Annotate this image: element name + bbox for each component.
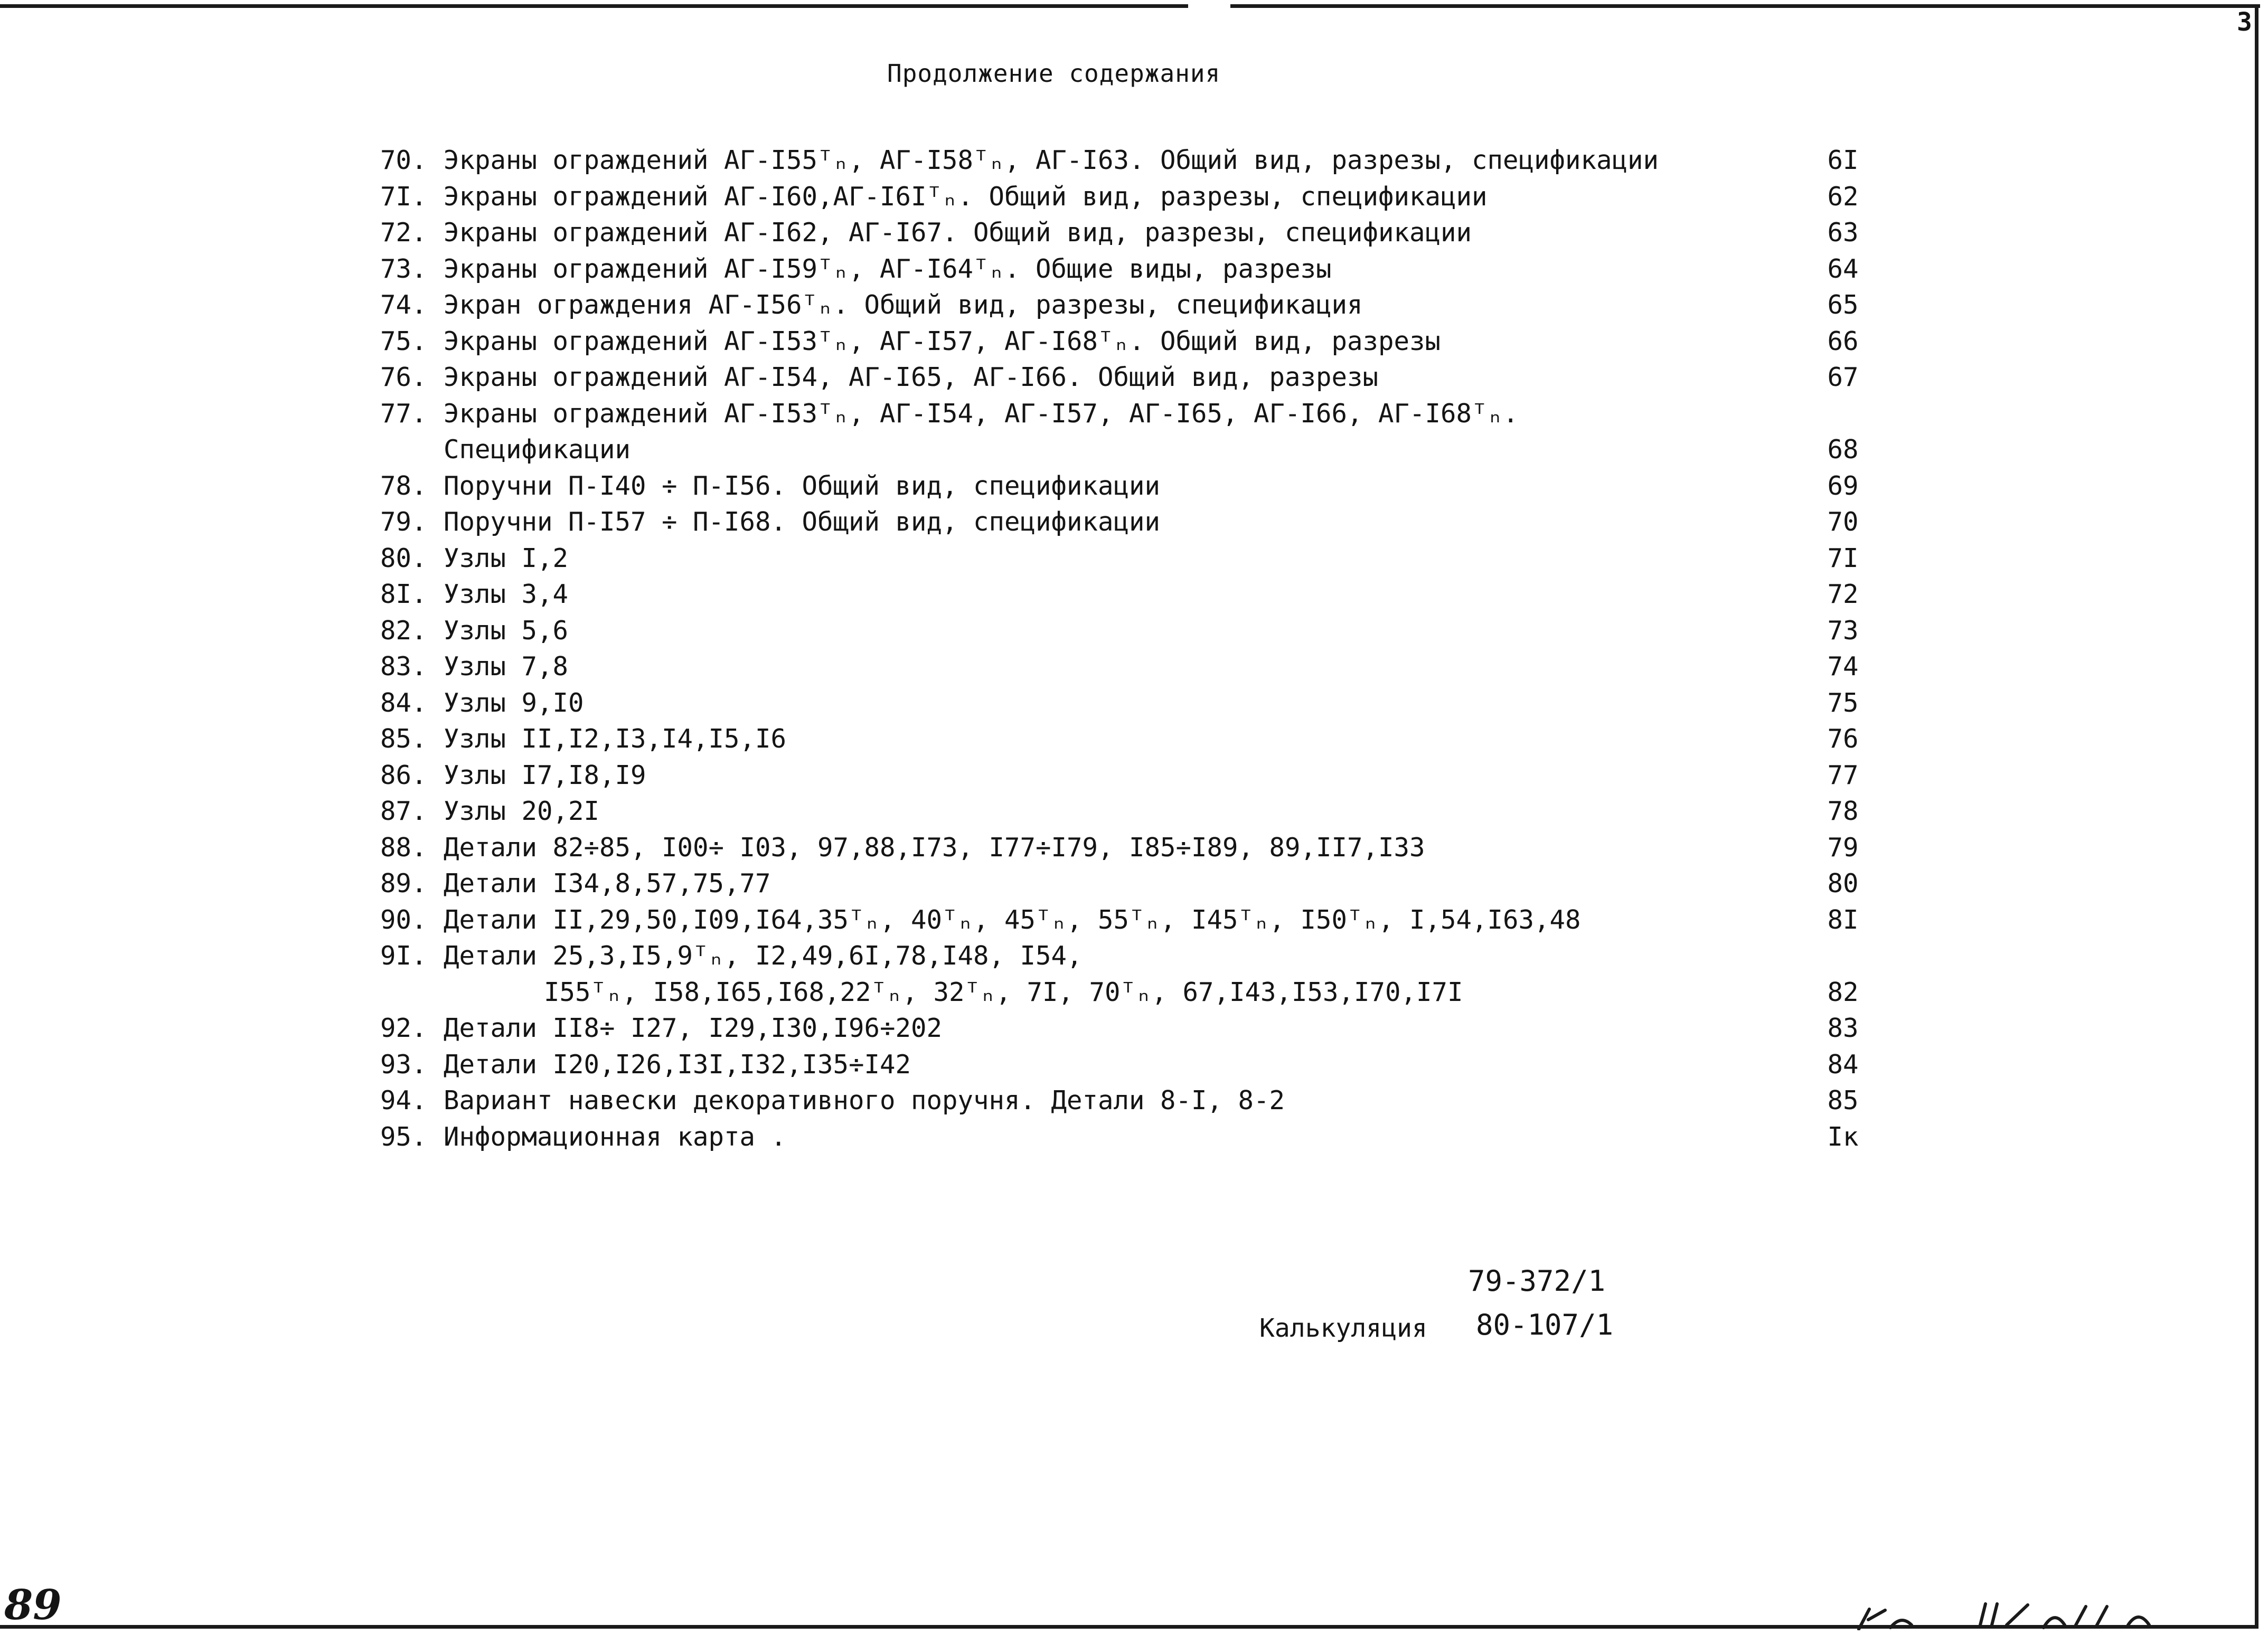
toc-entry-page: 8I [1827, 904, 1859, 935]
toc-row [380, 793, 1859, 830]
toc-entry-title: Детали I34,8,57,75,77 [444, 868, 771, 899]
toc-entry-page: Iк [1827, 1121, 1859, 1152]
toc-entry-title: Узлы 5,6 [444, 615, 569, 646]
toc-entry-number: 74. [380, 290, 427, 320]
toc-row [380, 1119, 1859, 1156]
toc-entry-page: 72 [1827, 579, 1859, 609]
toc-entry-page: 78 [1827, 796, 1859, 826]
toc-entry-page: 82 [1827, 977, 1859, 1007]
toc-entry-page: 66 [1827, 326, 1859, 356]
toc-entry-title: Узлы 20,2I [444, 796, 600, 826]
toc-entry-title: Узлы II,I2,I3,I4,I5,I6 [444, 724, 787, 754]
toc-entry-page: 69 [1827, 470, 1859, 501]
toc-row [380, 215, 1859, 251]
toc-entry-page: 85 [1827, 1085, 1859, 1116]
toc-row [380, 685, 1859, 722]
toc-entry-number: 85. [380, 724, 427, 754]
toc-entry-page: 65 [1827, 290, 1859, 320]
toc-entry-number: 70. [380, 145, 427, 175]
page-title: Продолжение содержания [887, 59, 1221, 88]
toc-row [380, 576, 1859, 613]
toc-row [380, 902, 1859, 939]
toc-entry-title: Узлы 7,8 [444, 651, 569, 682]
toc-row [380, 251, 1859, 288]
toc-entry-number: 95. [380, 1121, 427, 1152]
toc-entry-number: 9I. [380, 941, 427, 971]
toc-entry-page: 67 [1827, 362, 1859, 392]
toc-entry-title: Экраны ограждений АГ-I60,АГ-I6Iᵀₙ. Общий вид, разрезы, спецификации [444, 181, 1488, 212]
toc-entry-page: 76 [1827, 724, 1859, 754]
calculation-label: Калькуляция [1259, 1313, 1427, 1343]
toc-row [380, 287, 1859, 324]
toc-entry-title: Экраны ограждений АГ-I62, АГ-I67. Общий вид, разрезы, спецификации [444, 218, 1472, 248]
toc-entry-number: 79. [380, 507, 427, 537]
toc-entry-number: 80. [380, 543, 427, 573]
toc-entry-number: 78. [380, 470, 427, 501]
toc-entry-number: 88. [380, 832, 427, 863]
toc-row [380, 179, 1859, 215]
toc-row [380, 649, 1859, 685]
toc-entry-number: 8I. [380, 579, 427, 609]
toc-row [380, 541, 1859, 577]
toc-entry-number: 83. [380, 651, 427, 682]
toc-entry-title: Спецификации [444, 434, 631, 465]
toc-entry-title: Детали II8÷ I27, I29,I30,I96÷202 [444, 1013, 943, 1043]
toc-row [380, 830, 1859, 866]
toc-entry-page: 84 [1827, 1049, 1859, 1080]
toc-row [380, 396, 1859, 432]
toc-entry-title: Детали II,29,50,I09,I64,35ᵀₙ, 40ᵀₙ, 45ᵀₙ, 55ᵀₙ, I45ᵀₙ, I50ᵀₙ, I,54,I63,48 [444, 904, 1581, 935]
toc-entry-title: Экраны ограждений АГ-I54, АГ-I65, АГ-I66. Общий вид, разрезы [444, 362, 1379, 392]
toc-entry-page: 83 [1827, 1013, 1859, 1043]
toc-entry-number: 76. [380, 362, 427, 392]
toc-entry-title: Детали 82÷85, I00÷ I03, 97,88,I73, I77÷I79, I85÷I89, 89,II7,I33 [444, 832, 1425, 863]
toc-row [380, 938, 1859, 975]
toc-row [380, 975, 1859, 1011]
frame-top-line [0, 4, 2260, 8]
toc-entry-number: 82. [380, 615, 427, 646]
toc-entry-title: Экраны ограждений АГ-I55ᵀₙ, АГ-I58ᵀₙ, АГ-I63. Общий вид, разрезы, спецификации [444, 145, 1659, 175]
toc-row [380, 758, 1859, 794]
document-code: 79-372/1 [1468, 1264, 1606, 1298]
toc-entry-number: 84. [380, 687, 427, 718]
toc-entry-page: 80 [1827, 868, 1859, 899]
toc-row [380, 432, 1859, 468]
sheet-number: 3 [2237, 7, 2252, 37]
toc-row [380, 1047, 1859, 1083]
toc-row [380, 324, 1859, 360]
margin-handwritten-number: 89 [4, 1581, 62, 1629]
toc-entry-number: 90. [380, 904, 427, 935]
toc-row [380, 866, 1859, 902]
toc-entry-title: Информационная карта . [444, 1121, 787, 1152]
toc-entry-number: 77. [380, 398, 427, 429]
toc-entry-title: Узлы I,2 [444, 543, 569, 573]
toc-entry-title: I55ᵀₙ, I58,I65,I68,22ᵀₙ, 32ᵀₙ, 7I, 70ᵀₙ, 67,I43,I53,I70,I7I [544, 977, 1463, 1007]
toc-entry-number: 73. [380, 253, 427, 284]
toc-entry-title: Экраны ограждений АГ-I53ᵀₙ, АГ-I57, АГ-I68ᵀₙ. Общий вид, разрезы [444, 326, 1441, 356]
toc-entry-title: Экран ограждения АГ-I56ᵀₙ. Общий вид, разрезы, спецификация [444, 290, 1363, 320]
toc-entry-number: 72. [380, 218, 427, 248]
toc-row [380, 143, 1859, 179]
toc-entry-page: 62 [1827, 181, 1859, 212]
toc-entry-number: 75. [380, 326, 427, 356]
toc-entry-page: 79 [1827, 832, 1859, 863]
toc-entry-title: Узлы I7,I8,I9 [444, 760, 646, 790]
toc-entry-page: 75 [1827, 687, 1859, 718]
toc-entry-title: Экраны ограждений АГ-I53ᵀₙ, АГ-I54, АГ-I57, АГ-I65, АГ-I66, АГ-I68ᵀₙ. [444, 398, 1519, 429]
toc-entry-title: Поручни П-I40 ÷ П-I56. Общий вид, спецификации [444, 470, 1161, 501]
toc-entry-number: 7I. [380, 181, 427, 212]
toc-row [380, 1010, 1859, 1047]
calculation-value: 80-107/1 [1476, 1308, 1614, 1341]
toc-entry-page: 7I [1827, 543, 1859, 573]
toc-entry-page: 70 [1827, 507, 1859, 537]
toc-entry-number: 93. [380, 1049, 427, 1080]
toc-entry-title: Поручни П-I57 ÷ П-I68. Общий вид, спецификации [444, 507, 1161, 537]
toc-entry-page: 63 [1827, 218, 1859, 248]
toc-row [380, 721, 1859, 758]
toc-entry-page: 74 [1827, 651, 1859, 682]
toc-entry-number: 86. [380, 760, 427, 790]
toc-entry-number: 92. [380, 1013, 427, 1043]
toc-entry-title: Узлы 9,I0 [444, 687, 584, 718]
toc-row [380, 1083, 1859, 1119]
handwritten-signature [1853, 1599, 2218, 1630]
toc-row [380, 613, 1859, 649]
toc-entry-page: 73 [1827, 615, 1859, 646]
table-of-contents [380, 143, 1859, 1155]
toc-entry-title: Детали 25,3,I5,9ᵀₙ, I2,49,6I,78,I48, I54, [444, 941, 1083, 971]
toc-row [380, 468, 1859, 505]
frame-right-line [2255, 4, 2258, 1628]
toc-entry-page: 64 [1827, 253, 1859, 284]
toc-entry-number: 94. [380, 1085, 427, 1116]
toc-entry-title: Вариант навески декоративного поручня. Детали 8-I, 8-2 [444, 1085, 1285, 1116]
toc-entry-page: 77 [1827, 760, 1859, 790]
toc-entry-number: 89. [380, 868, 427, 899]
toc-entry-title: Детали I20,I26,I3I,I32,I35÷I42 [444, 1049, 911, 1080]
frame-top-gap [1188, 4, 1230, 8]
toc-entry-page: 68 [1827, 434, 1859, 465]
toc-row [380, 360, 1859, 396]
toc-entry-number: 87. [380, 796, 427, 826]
toc-row [380, 504, 1859, 541]
toc-entry-title: Экраны ограждений АГ-I59ᵀₙ, АГ-I64ᵀₙ. Общие виды, разрезы [444, 253, 1332, 284]
toc-entry-page: 6I [1827, 145, 1859, 175]
toc-entry-title: Узлы 3,4 [444, 579, 569, 609]
